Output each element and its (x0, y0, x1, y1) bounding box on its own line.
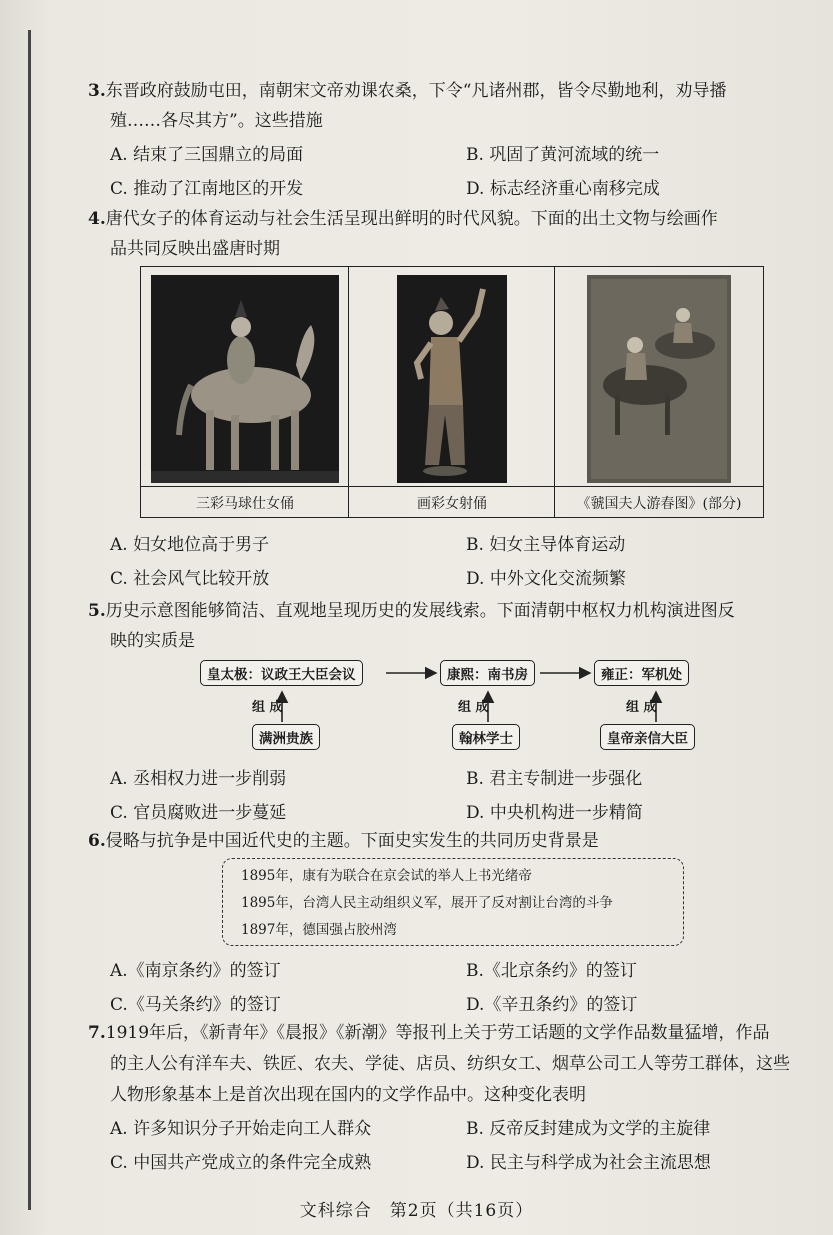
question-3 (88, 76, 808, 136)
caption-painting: 《虢国夫人游春图》(部分) (576, 496, 742, 512)
option-c[interactable]: C. 社会风气比较开放 (110, 569, 270, 589)
relation-label: 组 成 (626, 700, 657, 715)
stem-line: 映的实质是 (110, 631, 195, 651)
box-yongzheng-council: 雍正：军机处 (594, 660, 689, 686)
option-b[interactable]: B. 反帝反封建成为文学的主旋律 (466, 1119, 711, 1139)
stem-line: 历史示意图能够简洁、直观地呈现历史的发展线索。下面清朝中枢权力机构演进图反 (105, 601, 735, 621)
question-number: 6. (88, 831, 106, 851)
option-a[interactable]: A. 妇女地位高于男子 (110, 535, 270, 555)
page-footer: 文科综合 第2页（共16页） (299, 1201, 534, 1221)
question-stem (88, 76, 808, 106)
option-b[interactable]: B. 妇女主导体育运动 (466, 535, 626, 555)
option-a[interactable]: A. 结束了三国鼎立的局面 (110, 145, 304, 165)
option-b[interactable]: B. 巩固了黄河流域的统一 (466, 145, 660, 165)
option-d[interactable]: D. 民主与科学成为社会主流思想 (466, 1153, 711, 1173)
option-c[interactable]: C. 官员腐败进一步蔓延 (110, 803, 287, 823)
option-b[interactable]: B. 君主专制进一步强化 (466, 769, 643, 789)
question-5 (88, 596, 808, 656)
option-a[interactable]: A. 丞相权力进一步削弱 (110, 769, 287, 789)
stem-line: 殖……各尽其方”。这些措施 (110, 111, 323, 131)
stem-line: 品共同反映出盛唐时期 (110, 239, 280, 259)
question-number: 7. (88, 1023, 106, 1043)
question-6 (88, 826, 808, 856)
question-stem (88, 596, 808, 626)
event-item: 1897年，德国强占胶州湾 (241, 922, 397, 938)
option-c[interactable]: C. 中国共产党成立的条件完全成熟 (110, 1153, 372, 1173)
qing-power-diagram (200, 656, 720, 756)
polo-horse-figurine-image (151, 275, 339, 483)
question-stem (88, 204, 808, 234)
stem-line: 侵略与抗争是中国近代史的主题。下面史实发生的共同历史背景是 (105, 831, 599, 851)
option-c[interactable]: C. 推动了江南地区的开发 (110, 179, 304, 199)
option-b[interactable]: B.《北京条约》的签订 (466, 961, 637, 981)
spring-outing-painting-image (565, 275, 753, 483)
figure-caption-row (141, 486, 763, 517)
option-d[interactable]: D. 中央机构进一步精简 (466, 803, 643, 823)
event-item: 1895年，康有为联合在京会试的举人上书光绪帝 (241, 868, 532, 884)
stem-line: 的主人公有洋车夫、铁匠、农夫、学徒、店员、纺织女工、烟草公司工人等劳工群体，这些 (110, 1054, 790, 1074)
stem-line: 唐代女子的体育运动与社会生活呈现出鲜明的时代风貌。下面的出土文物与绘画作 (105, 209, 718, 229)
question-4 (88, 204, 808, 264)
figure-cell-archer-figurine (349, 267, 555, 517)
box-manchu-nobles: 满洲贵族 (252, 724, 320, 750)
stem-line: 人物形象基本上是首次出现在国内的文学作品中。这种变化表明 (110, 1085, 586, 1105)
event-item: 1895年，台湾人民主动组织义军，展开了反对割让台湾的斗争 (241, 895, 613, 911)
relation-label: 组 成 (458, 700, 489, 715)
box-huangtaiji-council: 皇太极：议政王大臣会议 (200, 660, 363, 686)
box-trusted-ministers: 皇帝亲信大臣 (600, 724, 695, 750)
option-d[interactable]: D. 中外文化交流频繁 (466, 569, 626, 589)
question-7 (88, 1018, 808, 1111)
question-stem (88, 1018, 808, 1049)
stem-line: 1919年后，《新青年》《晨报》《新潮》等报刊上关于劳工话题的文学作品数量猛增，作品 (105, 1023, 770, 1043)
option-a[interactable]: A.《南京条约》的签订 (110, 961, 281, 981)
relation-label: 组 成 (252, 700, 283, 715)
box-hanlin-scholars: 翰林学士 (452, 724, 520, 750)
artifact-figure (140, 266, 764, 518)
figure-cell-painting (555, 267, 763, 517)
question-number: 4. (88, 209, 106, 229)
option-d[interactable]: D. 标志经济重心南移完成 (466, 179, 660, 199)
question-number: 3. (88, 81, 106, 101)
box-kangxi-study: 康熙：南书房 (440, 660, 535, 686)
question-stem (88, 826, 808, 856)
question-number: 5. (88, 601, 106, 621)
figure-cell-polo-figurine (141, 267, 349, 517)
option-a[interactable]: A. 许多知识分子开始走向工人群众 (110, 1119, 372, 1139)
binding-margin-line (28, 30, 31, 1210)
option-d[interactable]: D.《辛丑条约》的签订 (466, 995, 638, 1015)
female-archer-figurine-image (359, 275, 545, 483)
option-c[interactable]: C.《马关条约》的签订 (110, 995, 281, 1015)
caption-polo-figurine: 三彩马球仕女俑 (196, 496, 294, 512)
caption-archer-figurine: 画彩女射俑 (417, 496, 487, 512)
stem-line: 东晋政府鼓励屯田，南朝宋文帝劝课农桑，下令“凡诸州郡，皆令尽勤地利，劝导播 (105, 81, 727, 101)
historical-events-box (222, 858, 684, 946)
